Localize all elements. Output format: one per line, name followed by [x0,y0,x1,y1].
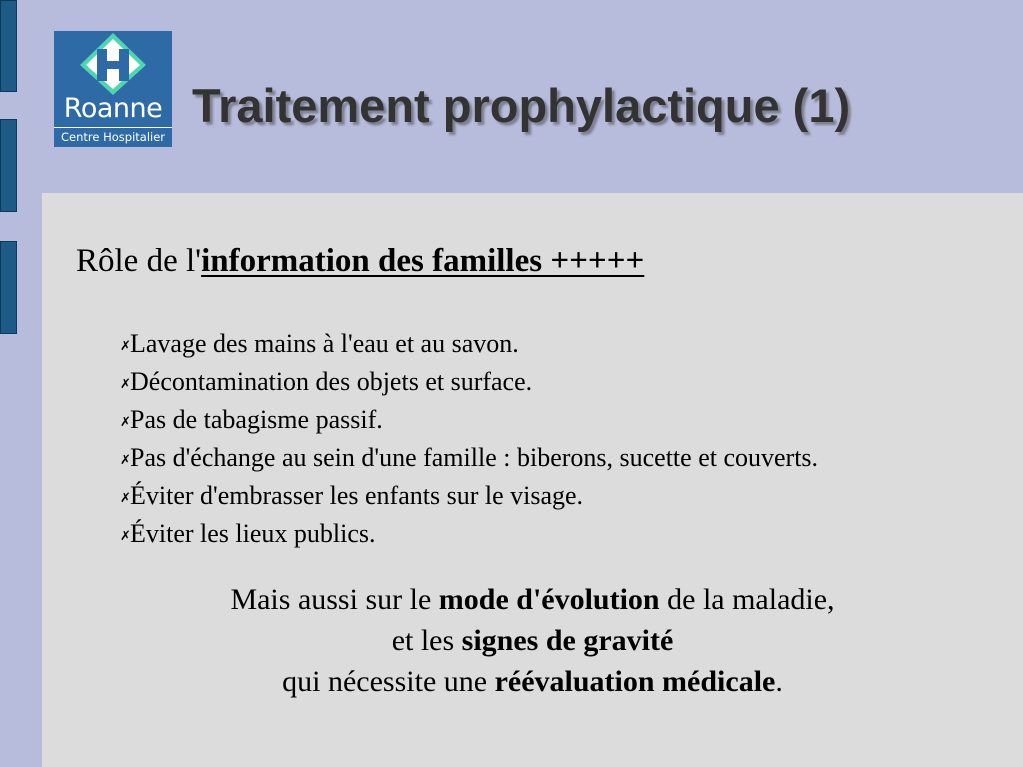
hospital-logo [54,31,172,147]
intro-prefix: Rôle de l' [76,243,202,279]
closing-line1-prefix: Mais aussi sur le [230,583,439,616]
intro-emphasis: information des familles +++++ [201,243,645,279]
list-item [120,402,818,440]
closing-line3-suffix: . [775,665,783,698]
side-bar-middle [0,119,17,212]
bullet-mark-icon: ✗ [120,453,131,468]
bullet-mark-icon: ✗ [120,339,131,354]
bullet-mark-icon: ✗ [120,491,131,506]
closing-paragraph [42,579,1023,702]
list-item [120,478,818,516]
list-item-text: Éviter les lieux publics. [130,519,376,548]
list-item-text: Pas d'échange au sein d'une famille : biberons, sucette et couverts. [130,443,819,472]
logo-name: Roanne [63,93,163,124]
hospital-cross-icon [54,31,172,95]
logo-subtitle-text: Centre Hospitalier [60,130,166,144]
closing-line2-bold: signes de gravité [461,624,674,657]
list-item-text: Éviter d'embrasser les enfants sur le visage. [130,481,584,510]
list-item-text: Décontamination des objets et surface. [130,367,533,396]
list-item [120,326,818,364]
list-item-text: Pas de tabagisme passif. [130,405,383,434]
closing-line2-prefix: et les [391,624,462,657]
closing-line3-prefix: qui nécessite une [282,665,495,698]
closing-line3-bold: réévaluation médicale [494,665,776,698]
slide-title: Traitement prophylactique (1) [192,79,851,132]
list-item [120,440,818,478]
list-item [120,364,818,402]
content-panel [42,193,1023,767]
logo-subtitle [54,127,172,144]
closing-line1-suffix: de la maladie, [659,583,835,616]
bullet-mark-icon: ✗ [120,415,131,430]
side-bar-bottom [0,241,17,334]
list-item-text: Lavage des mains à l'eau et au savon. [130,329,519,358]
bullet-mark-icon: ✗ [120,529,131,544]
bullet-mark-icon: ✗ [120,377,131,392]
intro-line [76,243,644,280]
closing-line1-bold: mode d'évolution [438,583,660,616]
bullet-list [120,326,818,554]
list-item [120,516,818,554]
side-bar-top [0,0,17,92]
